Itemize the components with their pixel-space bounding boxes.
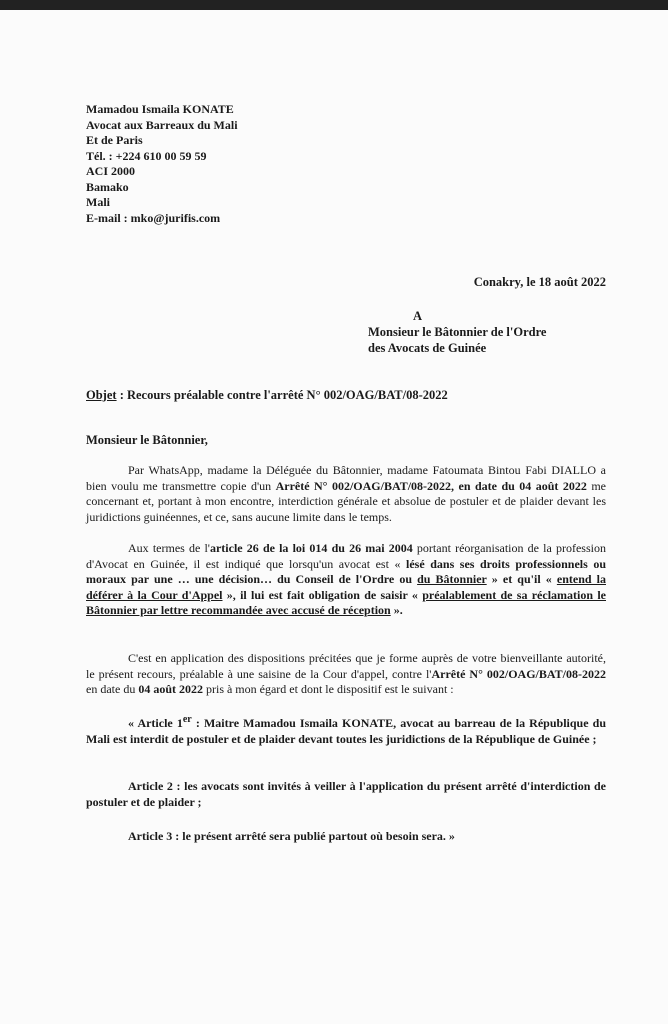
- p2-bold-underline-2: entend la déférer à la Cour d'Appel: [86, 572, 606, 602]
- recipient-line-1: Monsieur le Bâtonnier de l'Ordre: [368, 325, 547, 339]
- p2-bold-underline-3: préalablement de sa réclamation le Bâtonnier par lettre recommandée avec accusé de réception: [86, 587, 606, 617]
- paragraph-2: [86, 541, 606, 619]
- p2-text-1: Aux termes de l': [128, 541, 210, 555]
- article-3-text: Article 3 : le présent arrêté sera publié partout où besoin sera. »: [128, 829, 455, 843]
- sender-phone: Tél. : +224 610 00 59 59: [86, 148, 207, 163]
- p1-bold-1: Arrêté N° 002/OAG/BAT/08-2022, en date du 04 août 2022: [275, 478, 587, 493]
- subject-label: Objet: [86, 388, 117, 402]
- p2-bold-3: » et qu'il «: [486, 572, 557, 586]
- p2-bold-5: ».: [390, 603, 403, 617]
- article-2-text: Article 2 : les avocats sont invités à veiller à l'application du présent arrêté d'interdiction de postuler et de plaider ;: [86, 779, 606, 809]
- sender-title-2: Et de Paris: [86, 133, 143, 147]
- letter-page: [0, 10, 668, 1024]
- p2-bold-4: », il lui est fait obligation de saisir «: [222, 587, 423, 602]
- recipient-prefix: A: [413, 309, 423, 323]
- article-1-prefix: « Article 1: [128, 716, 183, 730]
- date-line: Conakry, le 18 août 2022: [473, 275, 606, 289]
- p3-bold-2: 04 août 2022: [138, 682, 203, 696]
- p2-text-2: portant réorganisation de la profession d'Avocat en Guinée, il est indiqué que lorsqu'un avocat est «: [86, 541, 606, 571]
- paragraph-3: [86, 651, 606, 698]
- p2-bold-1: article 26 de la loi 014 du 26 mai 2004: [209, 541, 413, 555]
- sender-block: [86, 102, 238, 226]
- p2-bold-underline-1: du Bâtonnier: [417, 572, 487, 586]
- recipient-line-2: des Avocats de Guinée: [368, 341, 487, 355]
- subject-text: : Recours préalable contre l'arrêté N° 002/OAG/BAT/08-2022: [116, 388, 448, 402]
- sender-city: Bamako: [86, 179, 129, 194]
- salutation: Monsieur le Bâtonnier,: [86, 433, 208, 447]
- sender-address-1: ACI 2000: [86, 164, 136, 178]
- p2-bold-2: lésé dans ses droits professionnels ou moraux par une … une décision… du Conseil de l'Ordre ou: [86, 556, 606, 586]
- p3-bold-1: Arrêté N° 002/OAG/BAT/08-2022: [431, 666, 607, 681]
- article-3: [86, 829, 606, 845]
- sender-email: E-mail : mko@jurifis.com: [86, 210, 221, 225]
- top-status-bar: [0, 0, 668, 10]
- sender-country: Mali: [86, 195, 110, 209]
- p3-text-1: C'est en application des dispositions précitées que je forme auprès de votre bienveillante autorité, le présent recours, préalable à une saisine de la Cour d'appel, contre l': [86, 651, 606, 681]
- article-1: [86, 712, 606, 747]
- recipient-block: [368, 308, 546, 356]
- article-2: [86, 779, 606, 810]
- p3-text-3: pris à mon égard et dont le dispositif est le suivant :: [202, 682, 454, 696]
- p1-text-1: Par WhatsApp, madame la Déléguée du Bâtonnier, madame Fatoumata Bintou Fabi DIALLO a bien voulu me transmettre copie d'un: [86, 463, 606, 493]
- article-1-sup: er: [182, 714, 192, 725]
- sender-title: Avocat aux Barreaux du Mali: [86, 117, 238, 132]
- paragraph-1: [86, 463, 606, 525]
- p1-text-2: me concernant et, portant à mon encontre, interdiction générale et absolue de postuler et de plaider devant les juridictions guinéennes, et ce, sans aucune limite dans le temps.: [86, 478, 607, 524]
- sender-name: Mamadou Ismaila KONATE: [86, 102, 234, 116]
- subject-line: [86, 388, 448, 403]
- p3-text-2: en date du: [86, 682, 139, 696]
- article-1-text: : Maitre Mamadou Ismaila KONATE, avocat au barreau de la République du Mali est interdit de postuler et de plaider devant toutes les juridictions de la République de Guinée ;: [86, 716, 606, 746]
